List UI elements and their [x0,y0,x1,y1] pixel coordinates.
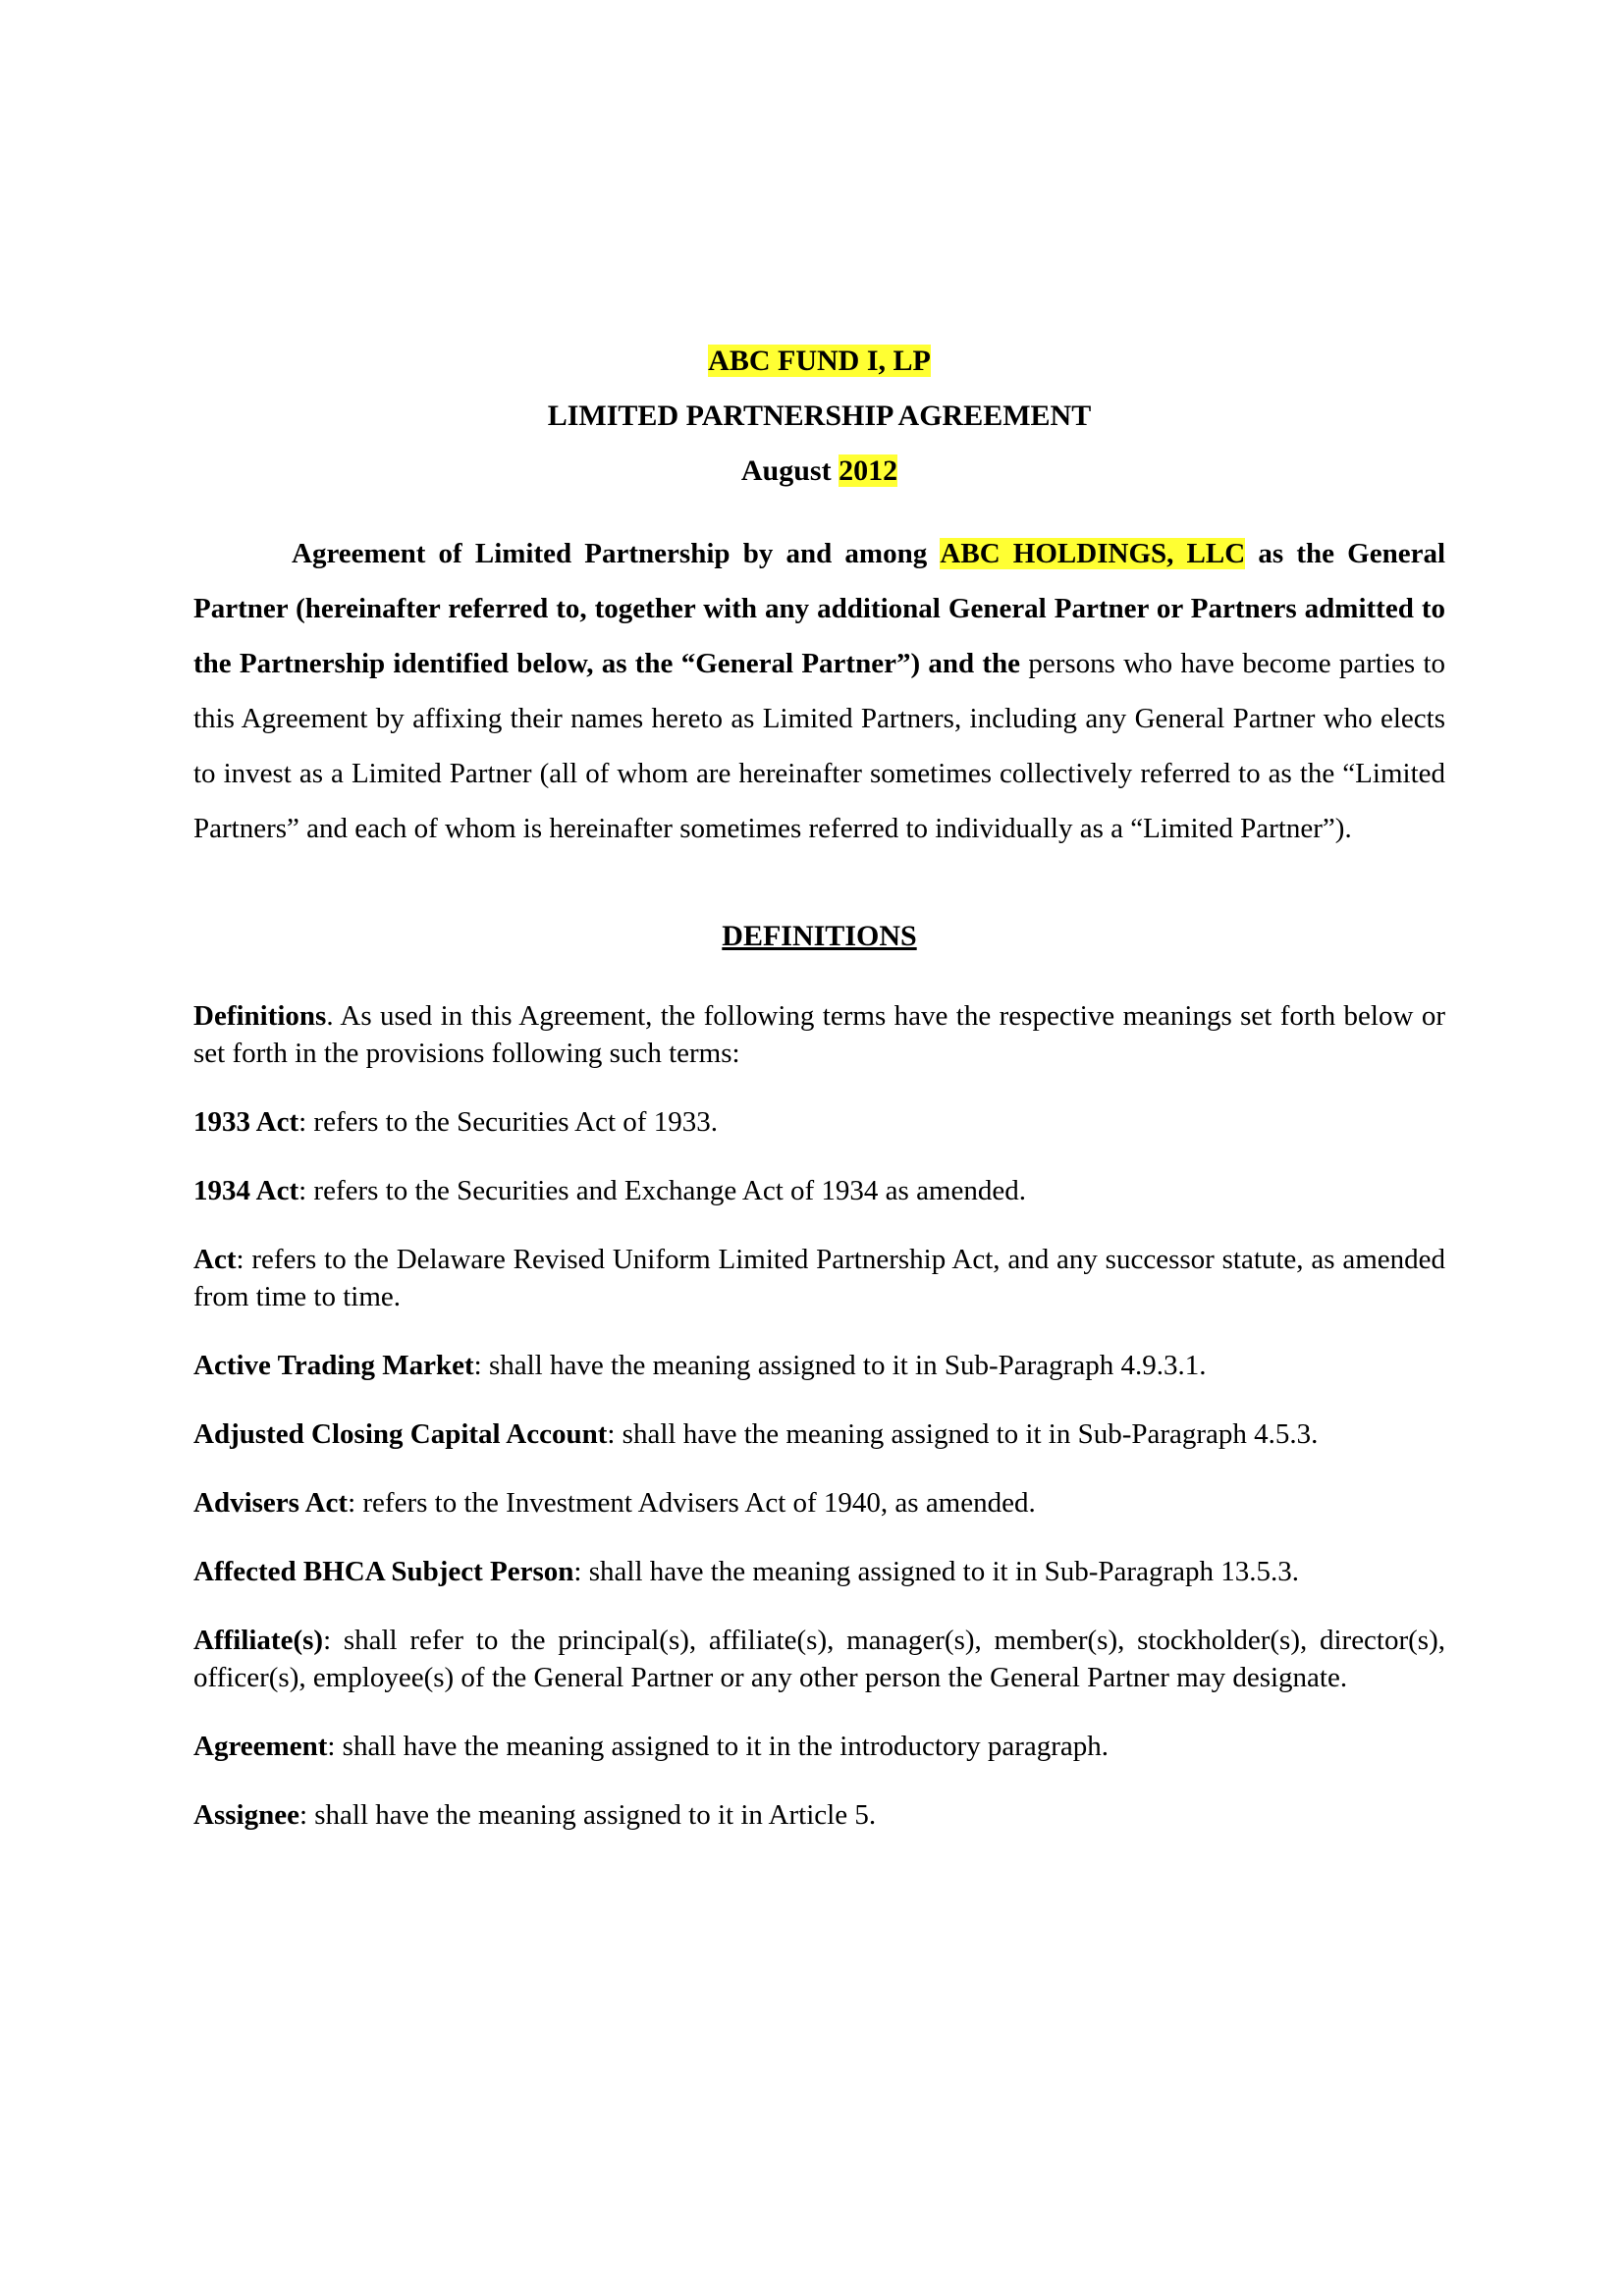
definition-text: : shall have the meaning assigned to it in Sub-Paragraph 4.5.3. [607,1418,1319,1450]
definition-item [193,1484,1445,1522]
definition-term: Agreement [193,1731,328,1762]
definition-item [193,1172,1445,1209]
definitions-intro-text: . As used in this Agreement, the following terms have the respective meanings set forth below or set forth in the provisions following such terms: [193,1000,1445,1069]
general-partner-name: ABC HOLDINGS, LLC [940,538,1246,569]
document-body [193,334,1445,1862]
definition-item [193,1622,1445,1696]
fund-name: ABC FUND I, LP [708,345,931,377]
document-date [193,444,1445,499]
definition-term: 1933 Act [193,1106,299,1138]
definition-text: : shall have the meaning assigned to it in Sub-Paragraph 13.5.3. [573,1556,1299,1587]
definitions-intro-term: Definitions [193,1000,327,1032]
definition-text: : refers to the Securities and Exchange Act of 1934 as amended. [298,1175,1026,1206]
definitions-intro [193,997,1445,1072]
definition-term: Act [193,1244,237,1275]
definition-text: : refers to the Delaware Revised Uniform Limited Partnership Act, and any successor statute, as amended from time to time. [193,1244,1445,1312]
definition-text: : shall have the meaning assigned to it in the introductory paragraph. [327,1731,1110,1762]
definition-item [193,1728,1445,1765]
definition-term: Adjusted Closing Capital Account [193,1418,608,1450]
intro-part-3: persons who have become parties to this Agreement by affixing their names hereto as Limited Partners, including any General Partner who elects to invest as a Limited Partner (all of whom are hereinafter sometimes collectively referred to as the “Limited Partners” and each of whom is hereinafter sometimes referred to individually as a “Limited Partner”). [193,648,1445,844]
definition-term: Active Trading Market [193,1350,474,1381]
definition-term: Affected BHCA Subject Person [193,1556,574,1587]
definition-item [193,1103,1445,1141]
definition-term: Advisers Act [193,1487,349,1519]
intro-paragraph [193,526,1445,856]
definition-item [193,1415,1445,1453]
intro-part-1: Agreement of Limited Partnership by and among [292,538,928,569]
intro-part-2: as the General Partner (hereinafter referred to, together with any additional General Partner or Partners admitted to the Partnership identified below, as the “General Partner”) and the [193,538,1446,679]
date-month: August [740,454,832,487]
definition-term: 1934 Act [193,1175,299,1206]
definition-item [193,1796,1445,1834]
definitions-heading: DEFINITIONS [722,920,917,952]
definition-term: Affiliate(s) [193,1625,324,1656]
definition-item [193,1553,1445,1590]
definition-item [193,1241,1445,1315]
definition-text: : refers to the Investment Advisers Act of 1940, as amended. [348,1487,1036,1519]
definition-term: Assignee [193,1799,299,1831]
definition-text: : shall refer to the principal(s), affiliate(s), manager(s), member(s), stockholder(s), director(s), officer(s), employee(s) of the General Partner or any other person the General Partner may designate. [193,1625,1445,1693]
date-year: 2012 [839,454,898,487]
definition-item [193,1347,1445,1384]
definition-text: : shall have the meaning assigned to it in Article 5. [298,1799,877,1831]
document-title: LIMITED PARTNERSHIP AGREEMENT [547,400,1092,432]
definition-text: : refers to the Securities Act of 1933. [298,1106,718,1138]
definition-text: : shall have the meaning assigned to it in Sub-Paragraph 4.9.3.1. [473,1350,1207,1381]
fund-name-line [193,334,1445,389]
